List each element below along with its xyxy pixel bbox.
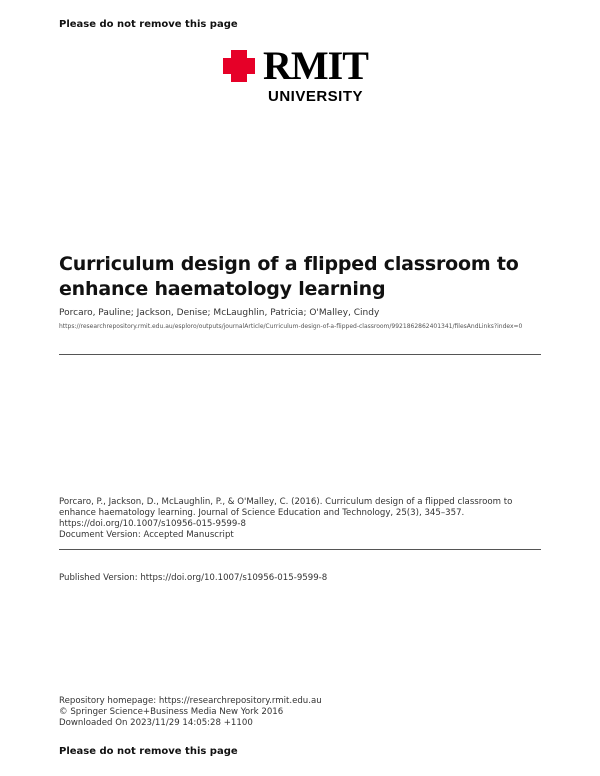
logo-subtext: UNIVERSITY — [268, 88, 364, 105]
notice-bottom: Please do not remove this page — [59, 746, 238, 757]
doi-link[interactable]: https://doi.org/10.1007/s10956-015-9599-8 — [59, 519, 246, 529]
repository-homepage: Repository homepage: https://researchrepository.rmit.edu.au — [59, 696, 322, 706]
notice-top: Please do not remove this page — [59, 19, 238, 30]
citation-line: enhance haematology learning. Journal of Science Education and Technology, 25(3), 345–357. — [59, 508, 465, 518]
download-date: Downloaded On 2023/11/29 14:05:28 +1100 — [59, 718, 253, 728]
repository-info — [59, 696, 322, 729]
authors: Porcaro, Pauline; Jackson, Denise; McLaughlin, Patricia; O'Malley, Cindy — [59, 308, 380, 318]
copyright: © Springer Science+Business Media New York 2016 — [59, 707, 284, 717]
citation-block — [59, 497, 541, 541]
document-title: Curriculum design of a flipped classroom to enhance haematology learning — [59, 253, 519, 300]
citation-line: Porcaro, P., Jackson, D., McLaughlin, P., & O'Malley, C. (2016). Curriculum design of a flipped classroom to — [59, 497, 513, 507]
published-version: Published Version: https://doi.org/10.1007/s10956-015-9599-8 — [59, 573, 328, 583]
logo-wordmark: RMIT — [263, 43, 368, 88]
rmit-logo — [221, 43, 381, 108]
divider-bottom — [59, 549, 541, 550]
rmit-pixel-logo-icon — [221, 50, 259, 84]
document-version: Document Version: Accepted Manuscript — [59, 530, 234, 540]
divider-top — [59, 354, 541, 355]
repository-url-link[interactable]: https://researchrepository.rmit.edu.au/esploro/outputs/journalArticle/Curriculum-design-of-a-flipped-classroom/9921862862401341/filesAndLinks?index=0 — [59, 323, 523, 330]
